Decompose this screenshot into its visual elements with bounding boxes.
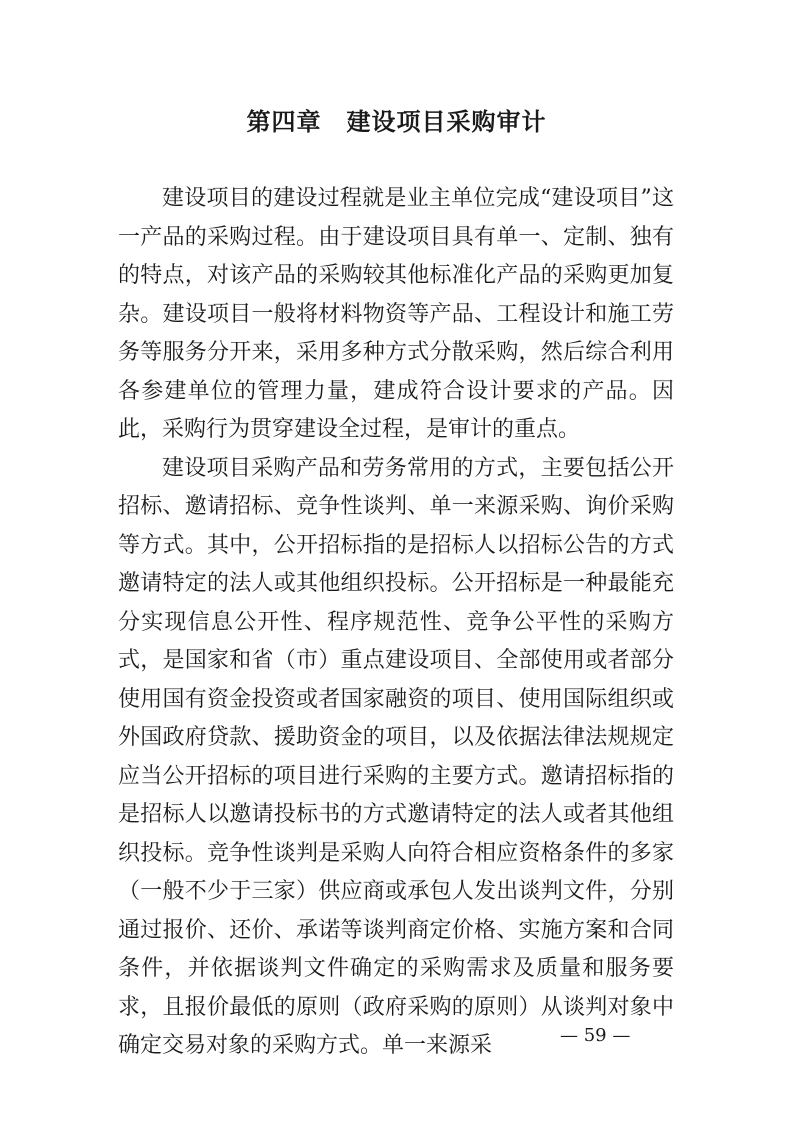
paragraph: 建设项目采购产品和劳务常用的方式，主要包括公开招标、邀请招标、竞争性谈判、单一来源采购、询价采购等方式。其中，公开招标指的是招标人以招标公告的方式邀请特定的法人或其他组织投标。公开招标是一种最能充分实现信息公开性、程序规范性、竞争公平性的采购方式，是国家和省（市）重点建设项目、全部使用或者部分使用国有资金投资或者国家融资的项目、使用国际组织或外国政府贷款、援助资金的项目，以及依据法律法规规定应当公开招标的项目进行采购的主要方式。邀请招标指的是招标人以邀请投标书的方式邀请特定的法人或者其他组织投标。竞争性谈判是采购人向符合相应资格条件的多家（一般不少于三家）供应商或承包人发出谈判文件，分别通过报价、还价、承诺等谈判商定价格、实施方案和合同条件，并依据谈判文件确定的采购需求及质量和服务要求，且报价最低的原则（政府采购的原则）从谈判对象中确定交易对象的采购方式。单一来源采	[118, 455, 674, 1058]
body-text	[118, 180, 674, 1066]
chapter-title: 第四章 建设项目采购审计	[246, 108, 547, 136]
paragraph: 建设项目的建设过程就是业主单位完成“建设项目”这一产品的采购过程。由于建设项目具有单一、定制、独有的特点，对该产品的采购较其他标准化产品的采购更加复杂。建设项目一般将材料物资等产品、工程设计和施工劳务等服务分开来，采用多种方式分散采购，然后综合利用各参建单位的管理力量，建成符合设计要求的产品。因此，采购行为贯穿建设全过程，是审计的重点。	[118, 186, 674, 442]
page-number: — 59 —	[560, 1025, 631, 1046]
